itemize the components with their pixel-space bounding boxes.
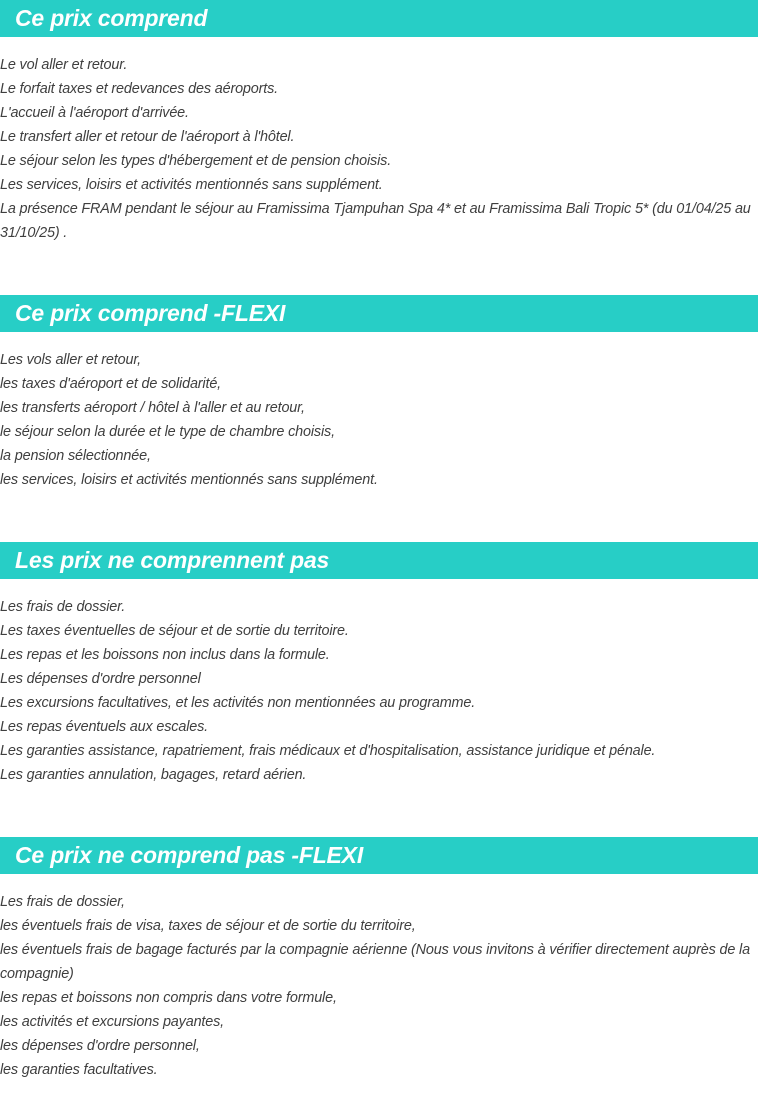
- list-item: Le séjour selon les types d'hébergement et de pension choisis.: [0, 153, 392, 169]
- section-price-excludes-flexi: [0, 837, 758, 1082]
- list-item: les éventuels frais de visa, taxes de séjour et de sortie du territoire,: [0, 918, 416, 934]
- inclusions-list: [0, 37, 758, 245]
- section-title: Ce prix ne comprend pas -FLEXI: [15, 842, 364, 868]
- list-item: Les frais de dossier,: [0, 894, 125, 910]
- list-item: les dépenses d'ordre personnel,: [0, 1038, 200, 1054]
- inclusions-flexi-list: [0, 332, 758, 492]
- list-item: Les garanties assistance, rapatriement, frais médicaux et d'hospitalisation, assistance juridique et pénale.: [0, 743, 656, 759]
- section-price-includes-flexi: [0, 295, 758, 492]
- list-item: les garanties facultatives.: [0, 1062, 158, 1078]
- section-header-banner: [0, 0, 758, 37]
- list-item: la pension sélectionnée,: [0, 448, 151, 464]
- list-item: les activités et excursions payantes,: [0, 1014, 225, 1030]
- exclusions-list: [0, 579, 758, 787]
- list-item: Les repas et les boissons non inclus dans la formule.: [0, 647, 330, 663]
- section-header-banner: [0, 837, 758, 874]
- list-item: Les excursions facultatives, et les activités non mentionnées au programme.: [0, 695, 476, 711]
- section-header-banner: [0, 542, 758, 579]
- list-item: Les frais de dossier.: [0, 599, 126, 615]
- section-title: Ce prix comprend: [15, 5, 208, 31]
- list-item: Les services, loisirs et activités mentionnés sans supplément.: [0, 177, 383, 193]
- section-title: Les prix ne comprennent pas: [15, 547, 330, 573]
- list-item: La présence FRAM pendant le séjour au Framissima Tjampuhan Spa 4* et au Framissima Bali Tropic 5* (du 01/04/25 au 31/10/25) .: [0, 201, 751, 241]
- list-item: Le transfert aller et retour de l'aéroport à l'hôtel.: [0, 129, 295, 145]
- list-item: les éventuels frais de bagage facturés par la compagnie aérienne (Nous vous invitons à vérifier directement auprès de la compagnie): [0, 942, 750, 982]
- exclusions-flexi-list: [0, 874, 758, 1082]
- section-price-includes: [0, 0, 758, 245]
- list-item: les transferts aéroport / hôtel à l'aller et au retour,: [0, 400, 305, 416]
- list-item: les repas et boissons non compris dans votre formule,: [0, 990, 337, 1006]
- list-item: Les garanties annulation, bagages, retard aérien.: [0, 767, 307, 783]
- list-item: Les dépenses d'ordre personnel: [0, 671, 201, 687]
- section-price-excludes: [0, 542, 758, 787]
- list-item: Les taxes éventuelles de séjour et de sortie du territoire.: [0, 623, 349, 639]
- list-item: les services, loisirs et activités mentionnés sans supplément.: [0, 472, 378, 488]
- list-item: Le forfait taxes et redevances des aéroports.: [0, 81, 279, 97]
- section-title: Ce prix comprend -FLEXI: [15, 300, 286, 326]
- list-item: L'accueil à l'aéroport d'arrivée.: [0, 105, 189, 121]
- list-item: le séjour selon la durée et le type de chambre choisis,: [0, 424, 335, 440]
- list-item: Les repas éventuels aux escales.: [0, 719, 208, 735]
- list-item: les taxes d'aéroport et de solidarité,: [0, 376, 222, 392]
- list-item: Le vol aller et retour.: [0, 57, 128, 73]
- list-item: Les vols aller et retour,: [0, 352, 142, 368]
- section-header-banner: [0, 295, 758, 332]
